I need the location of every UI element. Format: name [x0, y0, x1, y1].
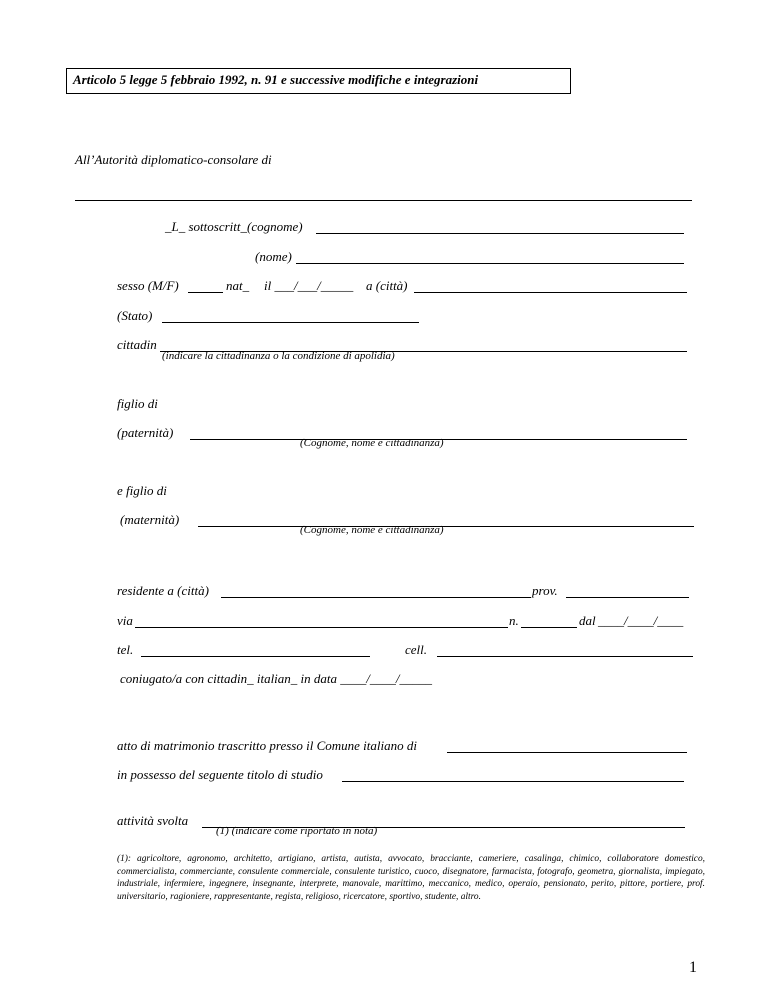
- birth-city-field[interactable]: [414, 292, 687, 293]
- citizenship-hint: (indicare la cittadinanza o la condizione di apolidia): [162, 350, 395, 362]
- residence-label: residente a (città): [117, 583, 209, 598]
- header-title: Articolo 5 legge 5 febbraio 1992, n. 91 e successive modifiche e integrazioni: [73, 72, 479, 87]
- since-date-field[interactable]: ____/____/____: [598, 613, 684, 628]
- paternity-label: (paternità): [117, 425, 174, 440]
- phone-label: tel.: [117, 642, 134, 657]
- street-field[interactable]: [135, 627, 508, 628]
- sex-field[interactable]: [188, 292, 223, 293]
- paternity-hint: (Cognome, nome e cittadinanza): [300, 437, 444, 449]
- province-label: prov.: [532, 583, 558, 598]
- marriage-act-label: atto di matrimonio trascritto presso il Comune italiano di: [117, 738, 417, 753]
- phone-field[interactable]: [141, 656, 370, 657]
- page-number: 1: [689, 959, 697, 976]
- footnote: (1): agricoltore, agronomo, architetto, artigiano, artista, autista, avvocato, bracciante, cameriere, casalinga, chimico, collaboratore domestico, commercialista, commerciante, consulente commerciale, consulente turistico, cuoco, disegnatore, farmacista, fotografo, geometra, giornalista, impiegato, industriale, infermiere, ingegnere, insegnante, interprete, manovale, marittimo, meccanico, medico, operaio, pensionato, perito, pittore, portiere, prof. universitario, ragioniere, rappresentante, regista, religioso, ricercatore, sportivo, studente, altro.: [117, 854, 705, 902]
- mobile-label: cell.: [405, 642, 428, 657]
- since-label: dal: [579, 613, 596, 628]
- city-label: a (città): [366, 278, 408, 293]
- name-label: (nome): [255, 249, 292, 264]
- number-label: n.: [509, 613, 519, 628]
- sex-label: sesso (M/F): [117, 278, 179, 293]
- state-label: (Stato): [117, 308, 153, 323]
- mobile-field[interactable]: [437, 656, 693, 657]
- recipient-field[interactable]: [75, 200, 692, 201]
- marriage-act-field[interactable]: [447, 752, 687, 753]
- header-box: [66, 68, 571, 94]
- activity-label: attività svolta: [117, 813, 189, 828]
- street-label: via: [117, 613, 133, 628]
- maternity-hint: (Cognome, nome e cittadinanza): [300, 524, 444, 536]
- born-label: nat_: [226, 278, 250, 293]
- undersigned-label: _L_ sottoscritt_(cognome): [165, 219, 303, 234]
- study-label: in possesso del seguente titolo di studio: [117, 767, 323, 782]
- maternity-field[interactable]: [198, 526, 694, 527]
- state-field[interactable]: [162, 322, 419, 323]
- number-field[interactable]: [521, 627, 577, 628]
- recipient-label: All’Autorità diplomatico-consolare di: [75, 152, 272, 167]
- province-field[interactable]: [566, 597, 689, 598]
- activity-hint: (1) (indicare come riportato in nota): [216, 825, 378, 837]
- study-field[interactable]: [342, 781, 684, 782]
- married-field[interactable]: coniugato/a con cittadin_ italian_ in data ____/____/_____: [120, 671, 432, 686]
- child-of-mother-label: e figlio di: [117, 483, 167, 498]
- residence-city-field[interactable]: [221, 597, 531, 598]
- citizenship-label: cittadin: [117, 337, 157, 352]
- child-of-father-label: figlio di: [117, 396, 158, 411]
- surname-field[interactable]: [316, 233, 684, 234]
- name-field[interactable]: [296, 263, 684, 264]
- birth-date-field[interactable]: il ___/___/_____: [264, 278, 354, 293]
- maternity-label: (maternità): [120, 512, 180, 527]
